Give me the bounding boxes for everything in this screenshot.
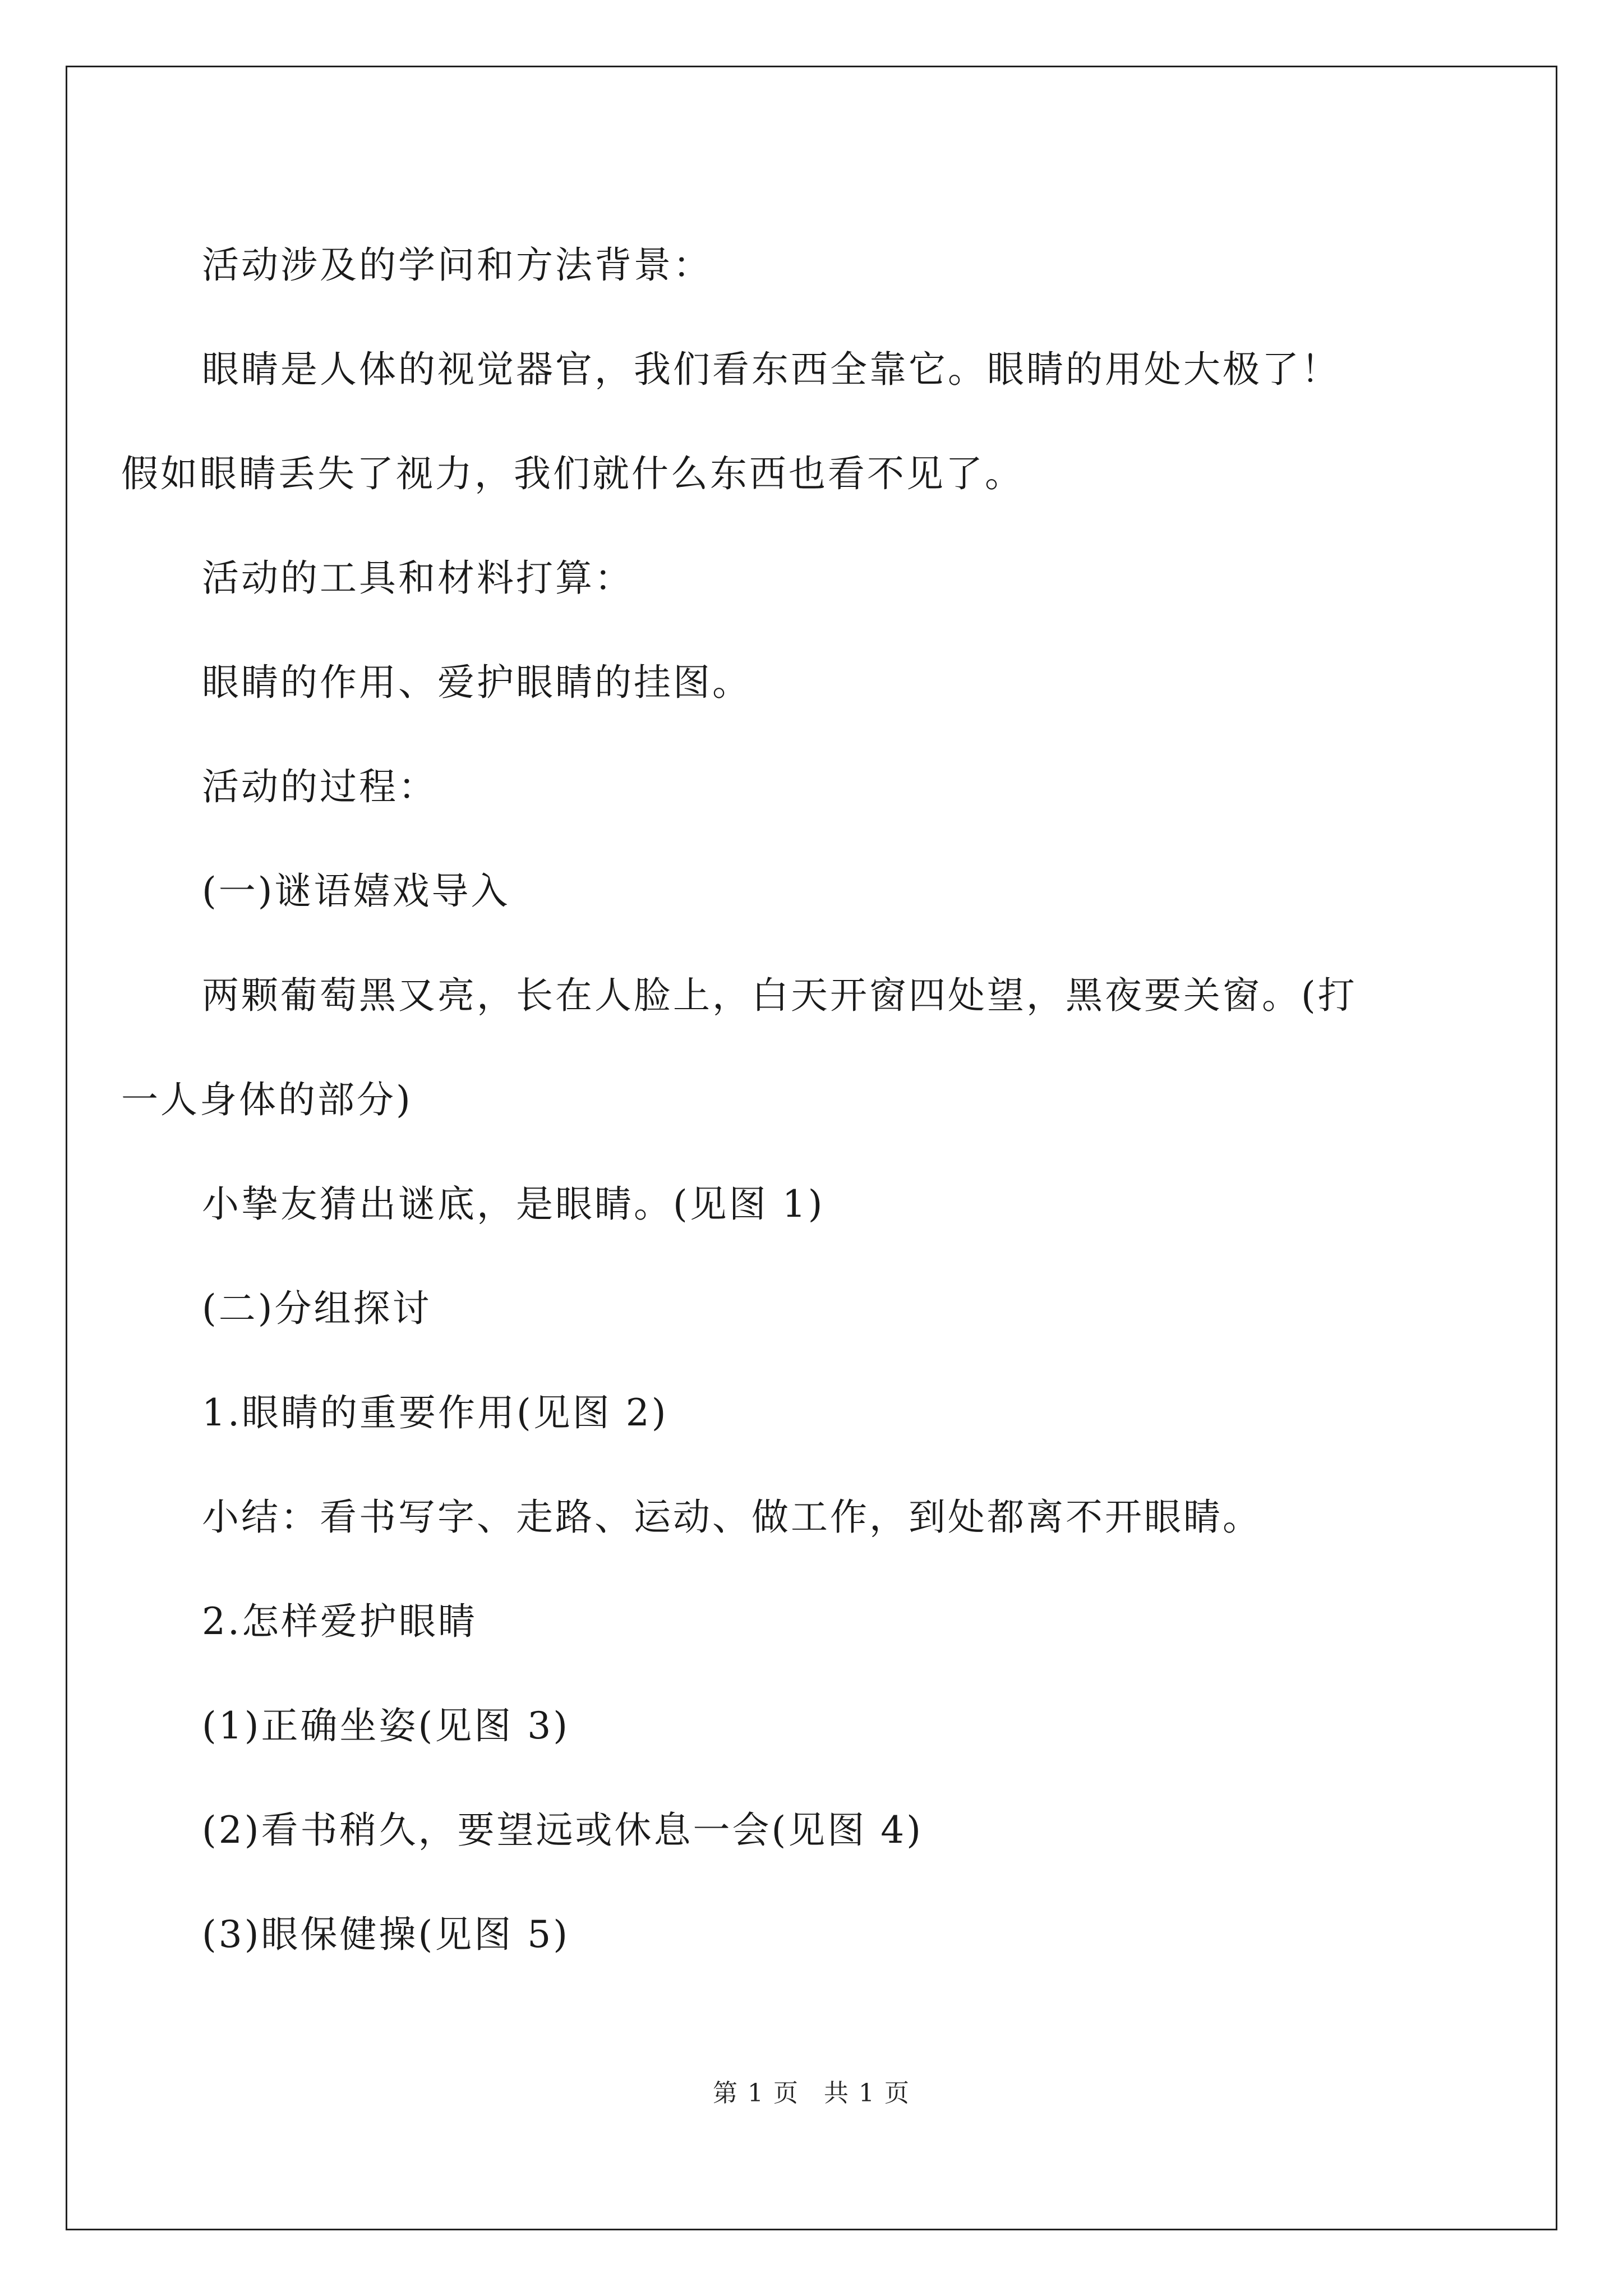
paragraph-eye-intro xyxy=(121,318,1464,526)
paragraph-process-heading: 活动的过程： xyxy=(202,765,437,808)
page-footer xyxy=(0,2073,1623,2109)
paragraph-section-1: (一)谜语嬉戏导入 xyxy=(202,869,510,913)
paragraph-line: 眼睛是人体的视觉器官，我们看东西全靠它。眼睛的用处大极了！ xyxy=(202,348,1340,391)
paragraph-item-2: 2.怎样爱护眼睛 xyxy=(202,1600,477,1643)
paragraph-summary: 小结：看书写字、走路、运动、做工作，到处都离不开眼睛。 xyxy=(202,1496,1262,1539)
paragraph-subitem-1: (1)正确坐姿(见图 3) xyxy=(202,1704,570,1747)
paragraph-line: 一人身体的部分) xyxy=(121,1078,413,1121)
paragraph-background-heading: 活动涉及的学问和方法背景： xyxy=(202,243,712,287)
paragraph-subitem-3: (3)眼保健操(见图 5) xyxy=(202,1913,570,1956)
paragraph-line: 两颗葡萄黑又亮，长在人脸上，白天开窗四处望，黑夜要关窗。(打 xyxy=(202,974,1357,1017)
document-body xyxy=(121,213,1464,1987)
page-number-current: 第 1 页 xyxy=(713,2079,799,2108)
paragraph-materials-heading: 活动的工具和材料打算： xyxy=(202,556,634,600)
paragraph-item-1: 1.眼睛的重要作用(见图 2) xyxy=(202,1391,668,1434)
paragraph-materials: 眼睛的作用、爱护眼睛的挂图。 xyxy=(202,661,751,704)
paragraph-section-2: (二)分组探讨 xyxy=(202,1287,432,1330)
page-number-total: 共 1 页 xyxy=(824,2079,910,2108)
paragraph-riddle xyxy=(121,944,1464,1152)
paragraph-riddle-answer: 小挚友猜出谜底，是眼睛。(见图 1) xyxy=(202,1182,825,1226)
paragraph-subitem-2: (2)看书稍久，要望远或休息一会(见图 4) xyxy=(202,1809,923,1852)
paragraph-line: 假如眼睛丢失了视力，我们就什么东西也看不见了。 xyxy=(121,452,1024,495)
